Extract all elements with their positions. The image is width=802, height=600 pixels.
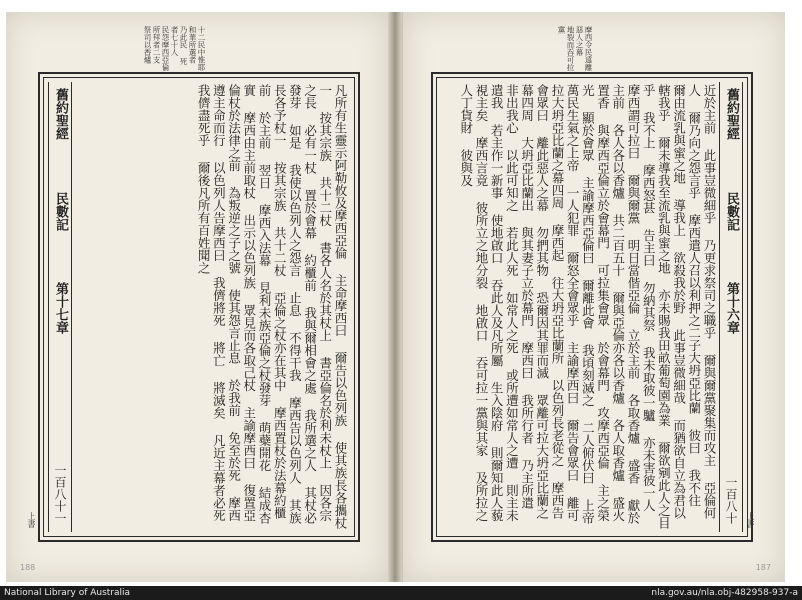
right-header-column: [719, 82, 743, 532]
left-chapter: 第十七章: [53, 282, 68, 334]
right-footer-mark: 上書: [746, 512, 755, 528]
left-body-text: [74, 84, 348, 530]
right-body-paragraph: 近於主前 此事豈微細乎 乃更求祭司之職乎 爾與爾黨聚集而攻主 亞倫何人 爾乃向之怨言乎 摩西遣人召以利押之二子大坍亞比蘭 彼曰 我不往 爾由流乳與蜜之地 導我上 欲殺我於野 此事豈微細哉 而猶欲自立為君以轄我乎 爾未導我至流乳與蜜之地 亦未賜我田畝葡萄園為業 爾欲剜此人之目乎 我不上 摩西怒甚 告主曰 勿納其祭 我未取彼一驢 亦未害彼一人 摩西謂可拉曰 爾與爾黨 明日當偕亞倫 立於主前 各取香爐 盛香 獻於主前 各人各以香爐 共二百五十 爾與亞倫亦各以香爐 各人取香爐 盛火置香 與摩西亞倫立於會幕門 可拉集會眾 於會幕門 攻摩西亞倫 主之榮光 顯於會眾 主諭摩西亞倫曰 爾離此會 我頃刻滅之 二人俯伏曰 上帝 萬民生氣之上帝 一人犯罪 爾怒全會眾乎 主諭摩西曰 爾告會眾曰 離可拉大坍亞比蘭之幕四周 摩西起 往大坍亞比蘭所 以色列長老從之 摩西告會眾曰 離此惡人之幕 勿捫其物 恐爾因其罪而滅 眾離可拉大坍亞比蘭之幕四周 大坍亞比蘭出 與其妻子立於幕門 摩西曰 我所行者 乃主所遣 非出我心 以此可知之 若此人死 如常人之死 或所遭如常人之遭 則主未遣我 若主作一新事 使地啟口 吞此人及凡所屬 生入陰府 則爾知此人藐視主矣 摩西言竟 彼所立之地分裂 地啟口 吞可拉一黨與其家 及所拉之人丁貨財 彼與及: [458, 84, 717, 529]
credit-bar: [0, 586, 802, 600]
object-identifier: nla.gov.au/nla.obj-482958-937-a: [651, 588, 798, 598]
left-book-name: 民數記: [53, 192, 68, 231]
left-footer-mark: 上書: [27, 512, 36, 528]
left-page-frame: [38, 72, 360, 542]
left-page-number: 一百八十一: [53, 464, 67, 524]
left-header-column: [48, 82, 72, 532]
book-gutter: [388, 12, 402, 582]
right-page-frame: [431, 72, 753, 542]
left-book-title: 舊約聖經: [53, 88, 68, 140]
left-scan-number: 188: [20, 563, 36, 572]
left-page-notes: 十二民中惟耶和華所選者 乃此民 死者七十人 民怨摩西亞倫 所拜者二支 祭司以香爐: [143, 26, 206, 71]
right-body-text: [443, 84, 717, 530]
right-scan-number: 187: [755, 563, 771, 572]
right-book-name: 民數記: [724, 192, 739, 231]
right-page: [402, 12, 785, 582]
left-body-paragraph: 凡所有生靈示阿勒攸及摩西亞倫 主命摩西曰 爾告以色列族 使其族長各攜杖一 按其宗族 共十二杖 書各人名於其杖上 書亞倫名於利未杖上 因各宗之長 必有一杖 置於會幕 約櫃前 我與爾相會之處 我所選之人 其杖必發芽 如是 我使以色列人之怨言 止息 不得干我 摩西告以色列人 其族長各予杖一 按其宗族 共十二杖 亞倫之杖亦在其中 摩西置杖於法幕約櫃前 於主前 翌日 摩西入法幕 見利未族亞倫之杖發芽 萌蘗開花 結成杏實 摩西由主前取杖 出示以色列族 眾見而各取己杖 主諭摩西曰 復置亞倫杖於法律之前 為叛逆之子之號 使其怨言止息 於我前 免至於死 摩西遵主命而行 以色列人告摩西曰 我儕將死 將亡 將滅矣 凡近主幕者必死 我儕盡死乎 爾後凡所有百姓聞之: [196, 84, 348, 529]
right-page-number: 一百八十: [724, 476, 738, 524]
right-chapter: 第十六章: [724, 282, 739, 334]
left-frame-inner: [43, 77, 355, 537]
right-frame-inner: [436, 77, 748, 537]
library-credit: National Library of Australia: [4, 588, 131, 598]
left-page: [6, 12, 389, 582]
right-page-notes: 摩西令民遠離惡人之幕 地裂而吞可拉黨: [557, 26, 593, 71]
right-book-title: 舊約聖經: [724, 88, 739, 140]
